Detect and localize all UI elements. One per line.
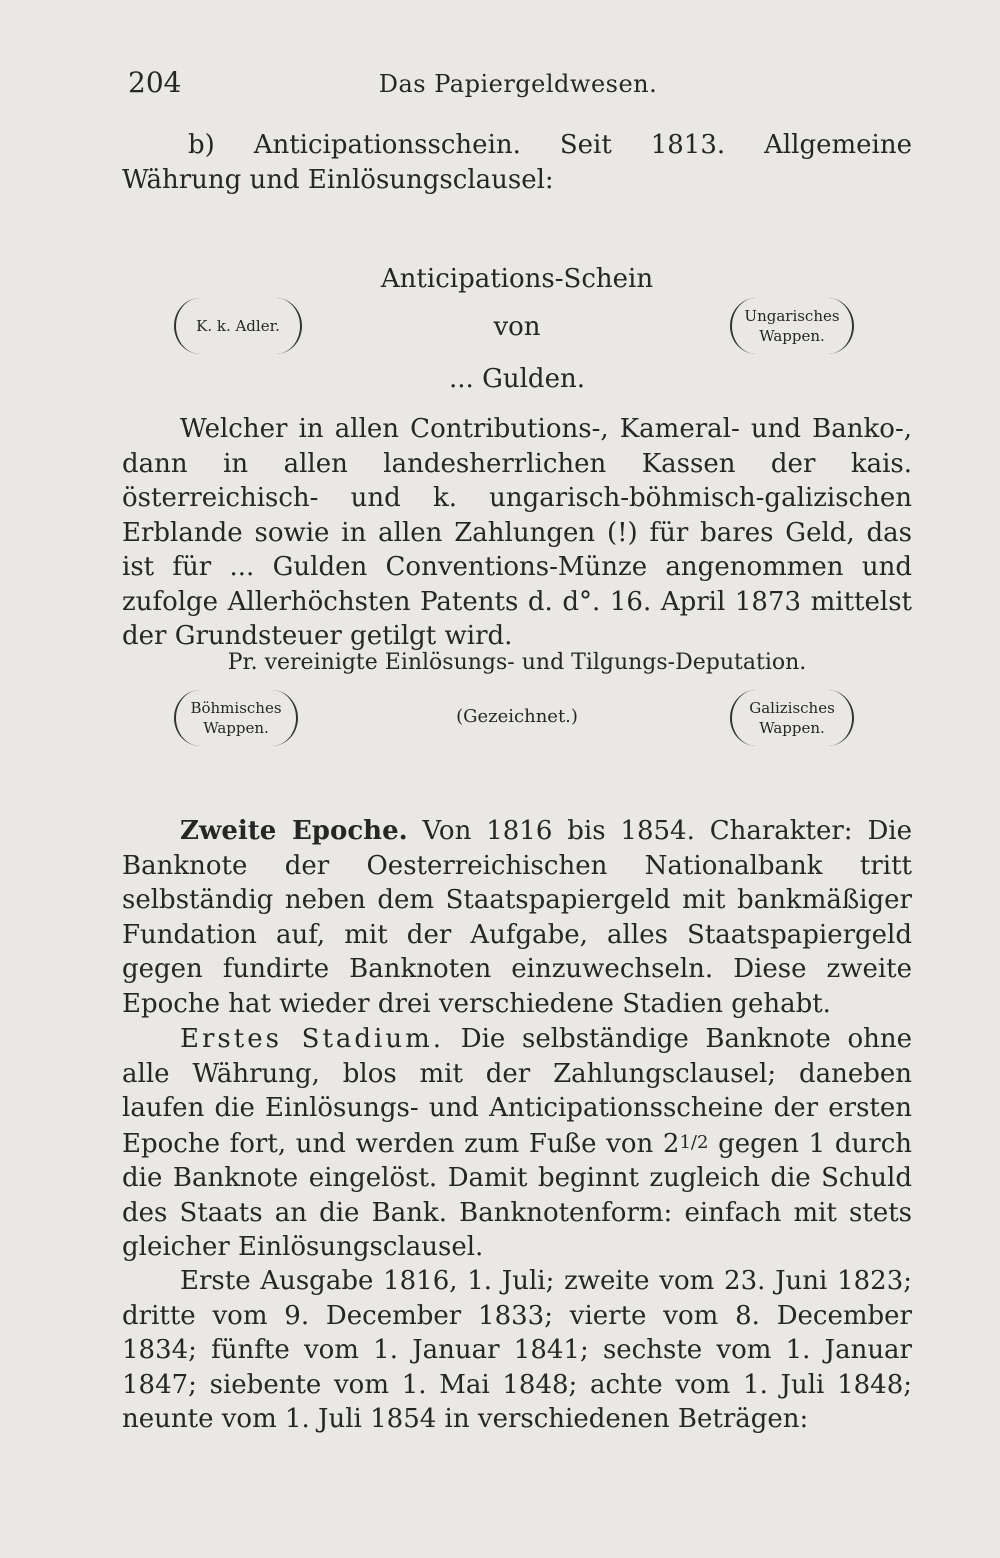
running-title: Das Papiergeldwesen.: [378, 70, 658, 98]
second-epoch-block: [122, 814, 912, 1021]
gulden-block: [122, 362, 912, 397]
signed-label: (Gezeichnet.): [456, 706, 578, 727]
seals-row: [122, 690, 912, 750]
section-b-heading: [122, 128, 912, 197]
hungarian-arms-line1: Ungarisches: [744, 307, 840, 325]
second-epoch-heading: Zweite Epoche.: [180, 816, 408, 846]
hungarian-arms-line2: Wappen.: [759, 327, 825, 345]
form-text-block: [122, 412, 912, 654]
von-label: von: [493, 312, 541, 342]
fraction: 1/2: [679, 1131, 709, 1153]
deputation-block: [122, 646, 912, 681]
second-epoch-text: Von 1816 bis 1854. Charakter: Die Banknote der Oesterreichischen Nationalbank tritt selbständig neben dem Staatspapiergeld mit bankmäßiger Fundation auf, mit der Aufgabe, alles Staatspapiergeld gegen fundirte Banknoten einzuwechseln. Diese zweite Epoche hat wieder drei verschiedene Stadien gehabt.: [122, 816, 912, 1019]
eagle-mark-label: K. k. Adler.: [196, 317, 280, 335]
first-stage-text-before: Die selbständige Banknote ohne alle Währung, blos mit der Zahlungsclausel; daneben laufen die Einlösungs- und Anticipationsscheine der ersten Epoche fort, und werden zum Fuße von 2: [122, 1024, 913, 1159]
page-header: [128, 66, 908, 106]
bohemian-arms-line2: Wappen.: [203, 719, 269, 737]
hungarian-arms-mark: [730, 298, 854, 354]
von-row: [122, 298, 912, 358]
first-stage-block: [122, 1022, 912, 1265]
deputation-line: Pr. vereinigte Einlösungs- und Tilgungs-Deputation.: [227, 650, 807, 675]
form-title: Anticipations-Schein: [380, 264, 654, 294]
bohemian-arms-line1: Böhmisches: [190, 699, 282, 717]
section-b-heading-text: b) Anticipationsschein. Seit 1813. Allgemeine Währung und Einlösungsclausel:: [122, 130, 912, 195]
second-epoch-paragraph: [122, 814, 912, 1021]
gulden-line: ... Gulden.: [449, 364, 585, 394]
form-title-block: [122, 262, 912, 297]
galician-arms-line2: Wappen.: [759, 719, 825, 737]
first-stage-paragraph: [122, 1022, 912, 1265]
galician-arms-mark: [730, 690, 854, 746]
issues-text: Erste Ausgabe 1816, 1. Juli; zweite vom 23. Juni 1823; dritte vom 9. December 1833; vierte vom 8. December 1834; fünfte vom 1. Januar 1841; sechste vom 1. Januar 1847; siebente vom 1. Mai 1848; achte vom 1. Juli 1848; neunte vom 1. Juli 1854 in verschiedenen Beträgen:: [122, 1266, 912, 1434]
galician-arms-line1: Galizisches: [749, 699, 835, 717]
first-stage-heading: Erstes Stadium.: [180, 1024, 445, 1054]
form-text: Welcher in allen Contributions-, Kameral- und Banko-, dann in allen landesherrlichen Kassen der kais. österreichisch- und k. ungarisch-böhmisch-galizischen Erblande sowie in allen Zahlungen (!) für bares Geld, das ist für ... Gulden Conventions-Münze angenommen und zufolge Allerhöchsten Patents d. d°. 16. April 1873 mittelst der Grundsteuer getilgt wird.: [122, 414, 912, 651]
first-stage-text-after: gegen 1 durch die Banknote eingelöst. Damit beginnt zugleich die Schuld des Staats an die Bank. Banknotenform: einfach mit stets gleicher Einlösungsclausel.: [122, 1128, 912, 1262]
page-number: 204: [128, 66, 182, 99]
issues-block: [122, 1264, 912, 1437]
